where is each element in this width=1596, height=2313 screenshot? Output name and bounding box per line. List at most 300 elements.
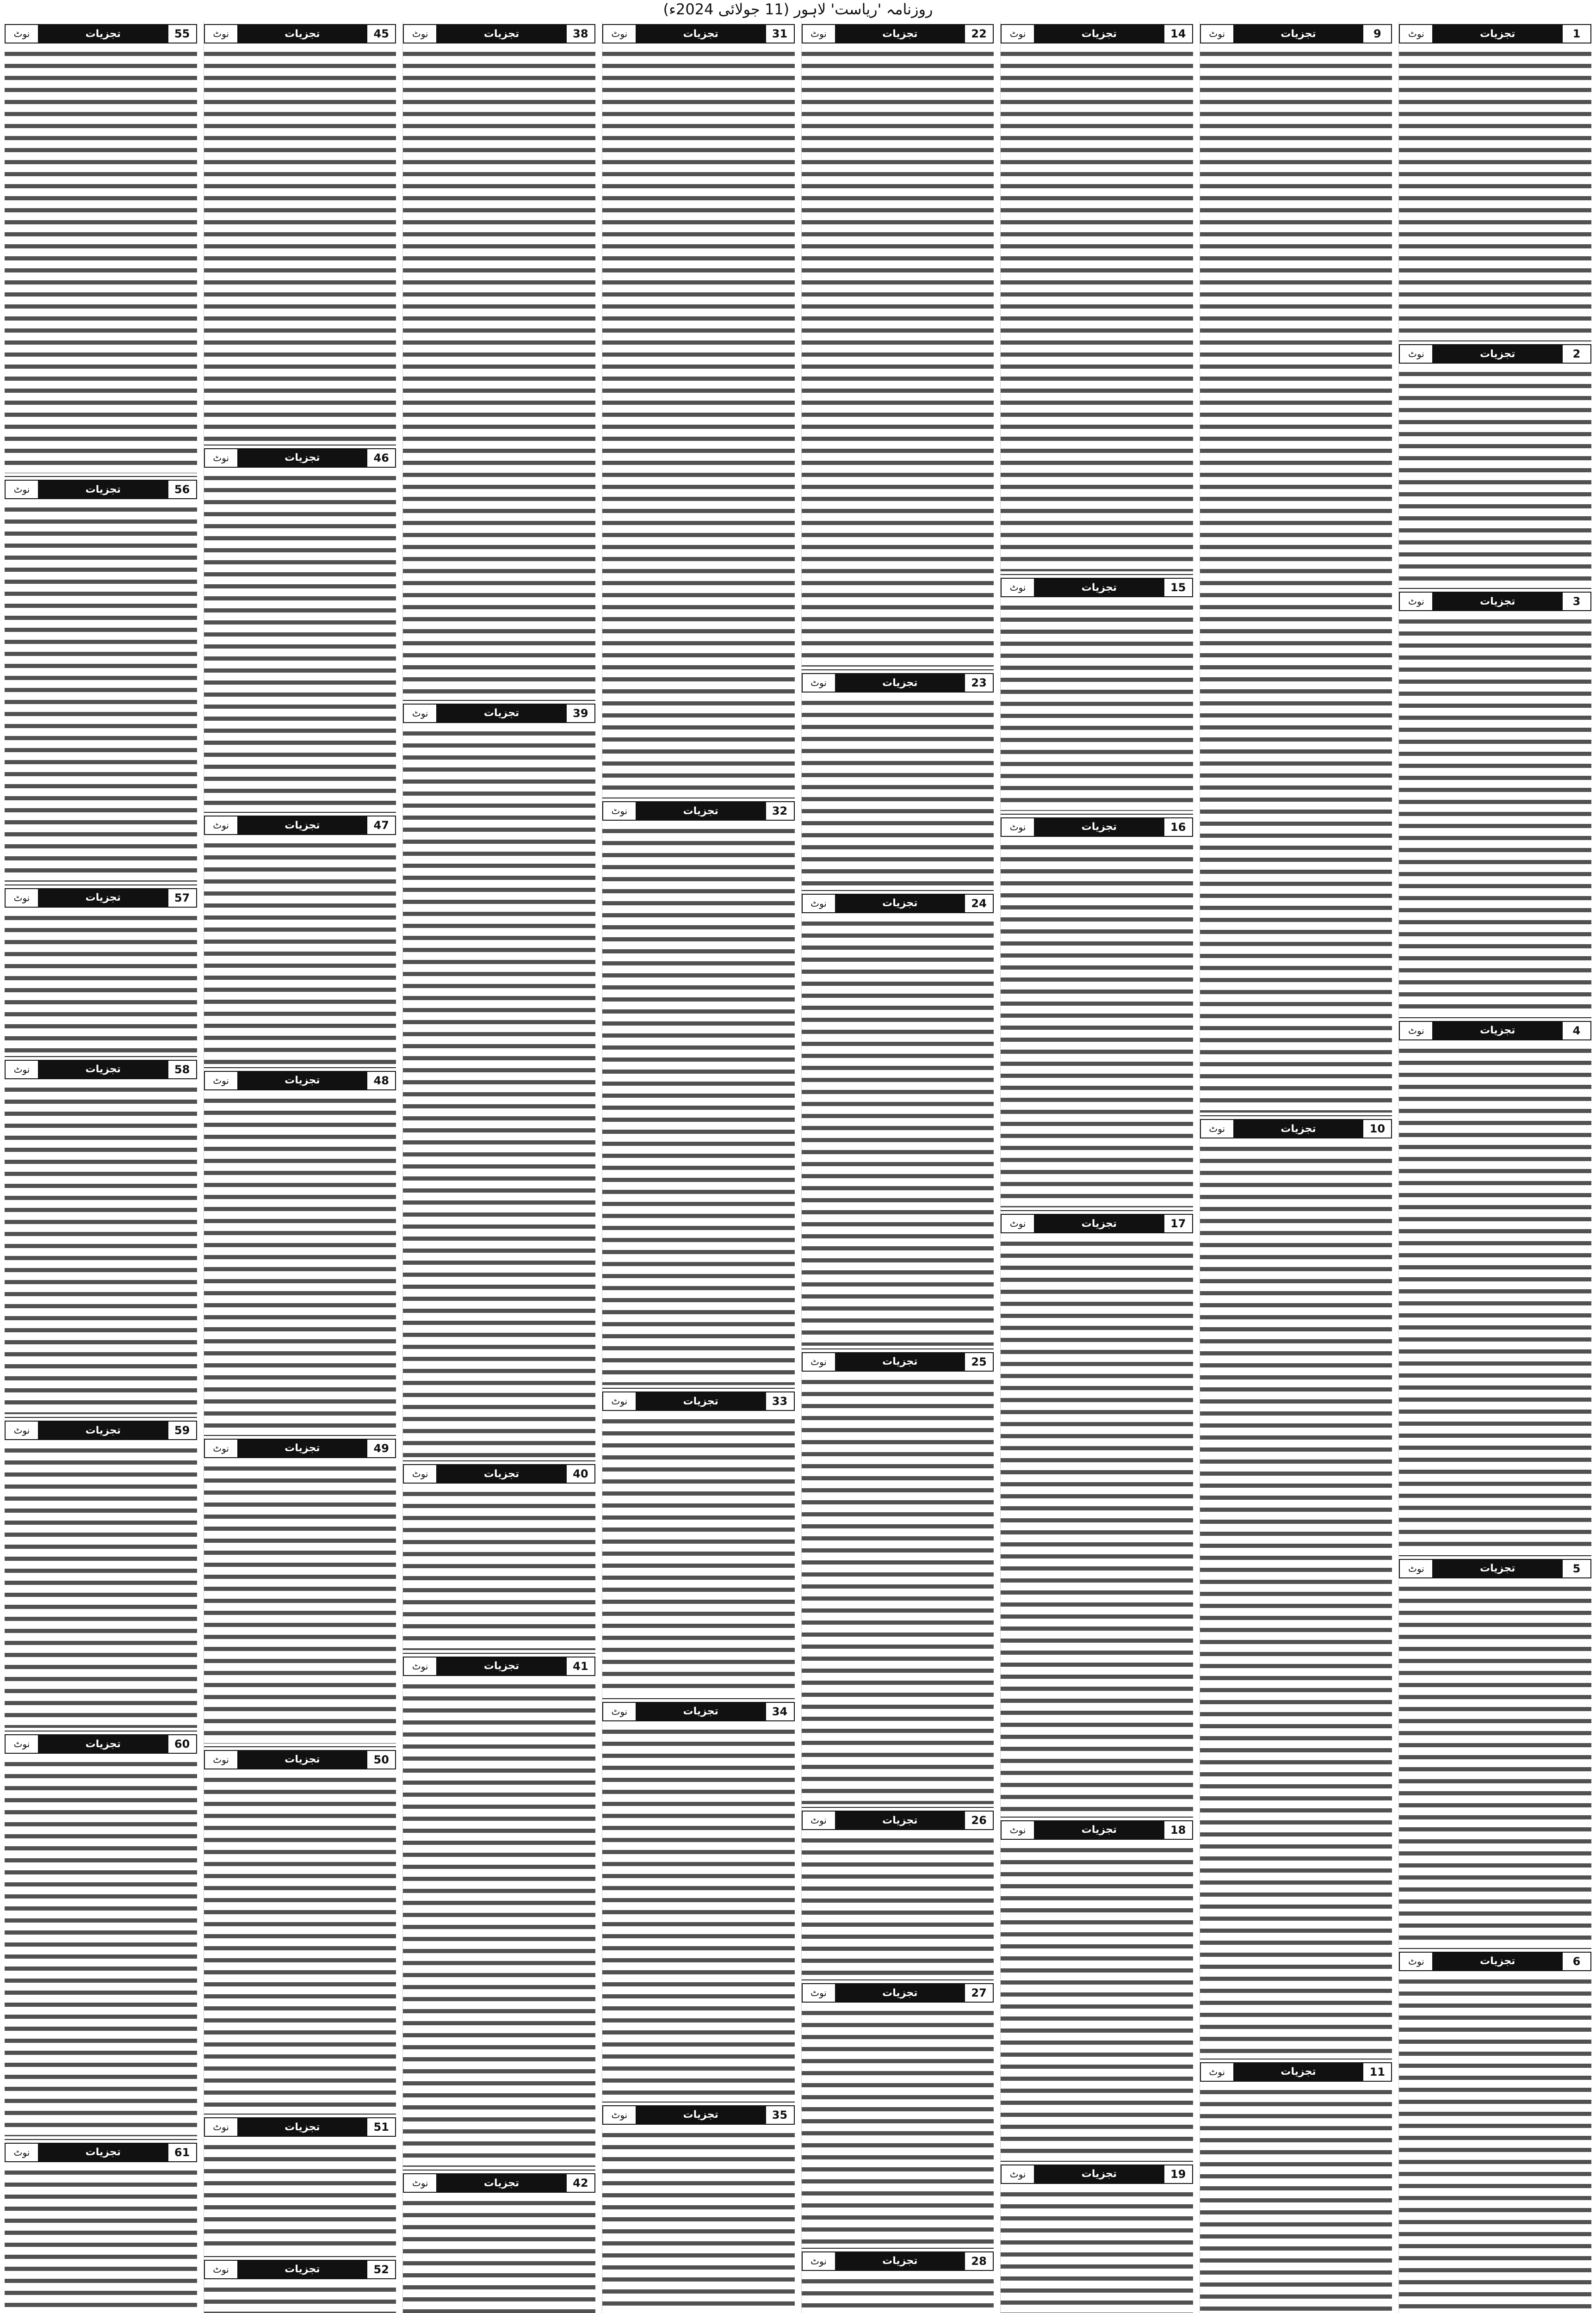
news-item (1001, 815, 1193, 1211)
newspaper-page (5, 21, 1591, 2313)
column-1 (1398, 21, 1591, 2313)
item-number: 15 (1163, 579, 1192, 596)
item-source: نوٹ (205, 1440, 238, 1457)
news-item (204, 1747, 396, 2115)
item-header (403, 704, 595, 723)
column-3 (1000, 21, 1193, 2313)
news-item (802, 1349, 994, 1808)
item-number: 22 (964, 25, 993, 43)
item-header (1399, 24, 1591, 43)
item-source: نوٹ (1400, 345, 1433, 363)
text-lines (1399, 1582, 1591, 1945)
news-item (204, 445, 396, 813)
item-number: 31 (765, 25, 794, 43)
text-lines (5, 503, 197, 882)
item-body-text (1399, 615, 1591, 1014)
item-number: 45 (366, 25, 395, 43)
item-body-text (802, 1834, 994, 1977)
item-label: تجزیات (238, 449, 367, 467)
news-item (403, 21, 595, 701)
news-item (403, 1654, 595, 2171)
news-item (802, 891, 994, 1349)
item-header (5, 1734, 197, 1754)
item-label: تجزیات (238, 816, 367, 834)
item-number: 17 (1163, 1215, 1192, 1232)
item-label: تجزیات (1433, 25, 1562, 43)
news-item (1399, 1949, 1591, 2313)
item-body-text (1200, 2085, 1392, 2313)
item-body-text (1399, 1975, 1591, 2313)
news-item (1200, 21, 1392, 1116)
news-item (204, 21, 396, 445)
text-lines (1200, 1142, 1392, 2055)
item-source: نوٹ (404, 2174, 437, 2192)
item-label: تجزیات (836, 1812, 965, 1829)
item-body-text (1001, 47, 1193, 571)
item-header (802, 894, 994, 913)
item-body-text (5, 2166, 197, 2313)
item-number: 34 (765, 1703, 794, 1720)
item-number: 56 (167, 481, 196, 498)
item-body-text (204, 2283, 396, 2313)
text-lines (802, 1375, 994, 1804)
text-lines (204, 2140, 396, 2253)
item-label: تجزیات (1234, 25, 1363, 43)
item-number: 27 (964, 1984, 993, 2002)
item-number: 32 (765, 802, 794, 820)
text-lines (802, 2275, 994, 2313)
text-lines (204, 1773, 396, 2111)
item-number: 19 (1163, 2165, 1192, 2183)
column-4 (801, 21, 994, 2313)
item-header (403, 24, 595, 43)
item-source: نوٹ (1400, 593, 1433, 610)
item-number: 50 (366, 1751, 395, 1769)
item-source: نوٹ (603, 1392, 637, 1410)
item-header (1001, 817, 1193, 837)
news-item (602, 1699, 795, 2103)
item-source: نوٹ (803, 2252, 836, 2270)
text-lines (802, 47, 994, 667)
item-body-text (5, 911, 197, 1053)
item-header (602, 801, 795, 821)
item-body-text (1200, 47, 1392, 1113)
item-label: تجزیات (238, 1440, 367, 1457)
item-number: 23 (964, 674, 993, 692)
news-item (802, 1980, 994, 2248)
news-item (602, 21, 795, 798)
news-item (1399, 589, 1591, 1018)
news-item (5, 477, 197, 885)
item-header (204, 1750, 396, 1769)
text-lines (602, 2128, 795, 2313)
item-number: 49 (366, 1440, 395, 1457)
item-label: تجزیات (437, 1465, 566, 1483)
item-label: تجزیات (1234, 2063, 1363, 2081)
item-source: نوٹ (603, 2106, 637, 2124)
item-label: تجزیات (637, 25, 765, 43)
text-lines (403, 1680, 595, 2167)
item-source: نوٹ (1002, 1215, 1035, 1232)
news-item (204, 2257, 396, 2313)
item-label: تجزیات (39, 1061, 167, 1078)
item-number: 10 (1362, 1120, 1391, 1138)
text-lines (1001, 47, 1193, 571)
news-item (5, 885, 197, 1057)
item-label: تجزیات (836, 674, 965, 692)
text-lines (5, 1444, 197, 1728)
item-label: تجزیات (238, 1751, 367, 1769)
item-body-text (602, 1415, 795, 1695)
item-header (802, 1811, 994, 1830)
item-body-text (204, 471, 396, 810)
news-item (1399, 1018, 1591, 1556)
item-source: نوٹ (1201, 2063, 1234, 2081)
item-number: 58 (167, 1061, 196, 1078)
item-header (802, 1983, 994, 2003)
item-body-text (602, 1725, 795, 2099)
news-item (204, 813, 396, 1068)
news-item (602, 798, 795, 1389)
text-lines (5, 1757, 197, 2136)
item-header (1399, 1021, 1591, 1040)
item-label: تجزیات (1035, 579, 1163, 596)
text-lines (802, 917, 994, 1346)
item-source: نوٹ (803, 674, 836, 692)
item-label: تجزیات (1035, 818, 1163, 836)
item-header (1001, 24, 1193, 43)
news-item (204, 1068, 396, 1436)
item-header (802, 2251, 994, 2271)
item-label: تجزیات (39, 25, 167, 43)
item-number: 55 (167, 25, 196, 43)
text-lines (602, 47, 795, 795)
item-body-text (1001, 841, 1193, 1207)
item-label: تجزیات (238, 2118, 367, 2136)
item-number: 18 (1163, 1821, 1192, 1839)
item-label: تجزیات (39, 889, 167, 907)
item-body-text (403, 2196, 595, 2313)
item-source: نوٹ (205, 816, 238, 834)
item-body-text (1399, 47, 1591, 338)
news-item (1200, 1116, 1392, 2059)
item-source: نوٹ (404, 1657, 437, 1675)
text-lines (1200, 47, 1392, 1113)
news-item (802, 1808, 994, 1980)
text-lines (204, 1462, 396, 1744)
item-number: 16 (1163, 818, 1192, 836)
item-source: نوٹ (205, 1751, 238, 1769)
text-lines (403, 47, 595, 697)
masthead: روزنامہ 'ریاست' لاہور (11 جولائی 2024ء) (663, 0, 933, 18)
item-number: 24 (964, 895, 993, 912)
item-header (602, 24, 795, 43)
item-source: نوٹ (1201, 25, 1234, 43)
item-header (204, 1439, 396, 1458)
item-label: تجزیات (1035, 2165, 1163, 2183)
item-number: 52 (366, 2261, 395, 2278)
item-number: 11 (1362, 2063, 1391, 2081)
news-item (802, 670, 994, 891)
item-label: تجزیات (1433, 1953, 1562, 1970)
news-item (5, 1732, 197, 2140)
item-header (204, 2117, 396, 2137)
item-header (204, 2260, 396, 2279)
item-header (1399, 592, 1591, 611)
item-source: نوٹ (603, 802, 637, 820)
item-number: 9 (1362, 25, 1391, 43)
item-label: تجزیات (238, 25, 367, 43)
text-lines (204, 2283, 396, 2313)
text-lines (802, 1834, 994, 1977)
news-item (5, 2140, 197, 2313)
news-item (403, 1461, 595, 1653)
item-number: 47 (366, 816, 395, 834)
text-lines (204, 471, 396, 810)
text-lines (1399, 367, 1591, 585)
item-header (5, 2143, 197, 2162)
item-source: نوٹ (603, 25, 637, 43)
item-number: 25 (964, 1353, 993, 1371)
item-header (5, 480, 197, 499)
item-label: تجزیات (1035, 1215, 1163, 1232)
item-body-text (5, 503, 197, 882)
item-number: 3 (1562, 593, 1590, 610)
news-item (204, 1436, 396, 1747)
item-body-text (5, 1083, 197, 1414)
item-body-text (1399, 367, 1591, 585)
item-number: 26 (964, 1812, 993, 1829)
item-source: نوٹ (1002, 579, 1035, 596)
item-body-text (1399, 1582, 1591, 1945)
item-source: نوٹ (1400, 1022, 1433, 1039)
item-source: نوٹ (1002, 2165, 1035, 2183)
item-source: نوٹ (6, 1735, 39, 1753)
item-source: نوٹ (803, 1353, 836, 1371)
item-header (204, 448, 396, 468)
item-label: تجزیات (39, 1735, 167, 1753)
item-body-text (5, 47, 197, 473)
item-body-text (204, 1094, 396, 1432)
text-lines (5, 911, 197, 1053)
news-item (1001, 1211, 1193, 1818)
item-label: تجزیات (437, 705, 566, 722)
item-label: تجزیات (1035, 25, 1163, 43)
item-source: نوٹ (803, 1812, 836, 1829)
item-source: نوٹ (205, 449, 238, 467)
item-header (403, 1464, 595, 1484)
item-label: تجزیات (1433, 593, 1562, 610)
item-body-text (1001, 1237, 1193, 1814)
item-source: نوٹ (1201, 1120, 1234, 1138)
item-label: تجزیات (238, 2261, 367, 2278)
item-header (1200, 1119, 1392, 1138)
column-5 (602, 21, 795, 2313)
item-number: 60 (167, 1735, 196, 1753)
item-header (1001, 578, 1193, 597)
item-label: تجزیات (39, 2144, 167, 2161)
item-label: تجزیات (637, 802, 765, 820)
item-label: تجزیات (1234, 1120, 1363, 1138)
item-number: 6 (1562, 1953, 1590, 1970)
item-number: 38 (566, 25, 594, 43)
item-source: نوٹ (1400, 1953, 1433, 1970)
item-source: نوٹ (6, 1422, 39, 1439)
item-source: نوٹ (1002, 25, 1035, 43)
text-lines (602, 1725, 795, 2099)
item-source: نوٹ (803, 895, 836, 912)
item-body-text (802, 696, 994, 887)
item-header (204, 816, 396, 835)
item-body-text (1200, 1142, 1392, 2055)
text-lines (1001, 1843, 1193, 2158)
item-source: نوٹ (404, 25, 437, 43)
news-item (204, 2115, 396, 2257)
item-header (5, 888, 197, 908)
news-item (602, 2103, 795, 2313)
item-number: 2 (1562, 345, 1590, 363)
item-body-text (602, 2128, 795, 2313)
item-body-text (204, 1462, 396, 1744)
item-number: 59 (167, 1422, 196, 1439)
text-lines (1200, 2085, 1392, 2313)
item-label: تجزیات (637, 2106, 765, 2124)
item-body-text (204, 839, 396, 1064)
item-header (204, 24, 396, 43)
item-number: 28 (964, 2252, 993, 2270)
item-label: تجزیات (637, 1392, 765, 1410)
item-body-text (1001, 601, 1193, 810)
news-item (5, 1418, 197, 1732)
item-number: 5 (1562, 1560, 1590, 1577)
item-number: 14 (1163, 25, 1192, 43)
item-label: تجزیات (1433, 1560, 1562, 1577)
item-source: نوٹ (205, 2118, 238, 2136)
item-header (1001, 1214, 1193, 1233)
item-source: نوٹ (1400, 25, 1433, 43)
item-header (1200, 24, 1392, 43)
item-header (5, 1421, 197, 1440)
item-number: 42 (566, 2174, 594, 2192)
item-label: تجزیات (836, 2252, 965, 2270)
item-header (802, 673, 994, 693)
column-2 (1200, 21, 1392, 2313)
news-item (602, 1389, 795, 1699)
text-lines (204, 47, 396, 442)
column-8 (5, 21, 197, 2313)
item-source: نوٹ (1400, 1560, 1433, 1577)
news-item (5, 1057, 197, 1418)
item-source: نوٹ (6, 889, 39, 907)
item-header (602, 1702, 795, 1721)
item-body-text (204, 2140, 396, 2253)
item-header (5, 24, 197, 43)
item-source: نوٹ (205, 2261, 238, 2278)
item-body-text (802, 1375, 994, 1804)
item-number: 57 (167, 889, 196, 907)
item-label: تجزیات (238, 1072, 367, 1089)
text-lines (802, 696, 994, 887)
item-body-text (1399, 1044, 1591, 1552)
item-source: نوٹ (404, 705, 437, 722)
item-body-text (602, 824, 795, 1385)
item-header (602, 1392, 795, 1411)
news-item (1001, 2162, 1193, 2313)
item-label: تجزیات (437, 25, 566, 43)
news-item (1399, 21, 1591, 341)
item-source: نوٹ (1002, 1821, 1035, 1839)
text-lines (204, 1094, 396, 1432)
text-lines (1001, 2188, 1193, 2313)
news-item (1399, 341, 1591, 589)
item-label: تجزیات (1433, 1022, 1562, 1039)
item-body-text (602, 47, 795, 795)
item-header (1399, 1559, 1591, 1578)
text-lines (1001, 601, 1193, 810)
item-body-text (802, 917, 994, 1346)
item-body-text (403, 1487, 595, 1650)
item-number: 39 (566, 705, 594, 722)
text-lines (1399, 47, 1591, 338)
news-item (802, 21, 994, 670)
item-number: 4 (1562, 1022, 1590, 1039)
item-label: تجزیات (836, 895, 965, 912)
news-item (403, 2171, 595, 2313)
text-lines (5, 2166, 197, 2313)
text-lines (1399, 615, 1591, 1014)
column-7 (204, 21, 396, 2313)
text-lines (5, 1083, 197, 1414)
item-number: 51 (366, 2118, 395, 2136)
item-header (802, 24, 994, 43)
item-source: نوٹ (6, 25, 39, 43)
item-label: تجزیات (836, 25, 965, 43)
text-lines (802, 2006, 994, 2245)
item-label: تجزیات (836, 1353, 965, 1371)
item-number: 35 (765, 2106, 794, 2124)
item-body-text (204, 1773, 396, 2111)
item-label: تجزیات (39, 1422, 167, 1439)
item-number: 48 (366, 1072, 395, 1089)
item-header (1001, 1820, 1193, 1840)
item-label: تجزیات (1035, 1821, 1163, 1839)
item-source: نوٹ (6, 2144, 39, 2161)
item-source: نوٹ (603, 1703, 637, 1720)
item-header (5, 1060, 197, 1079)
text-lines (602, 1415, 795, 1695)
item-header (1001, 2165, 1193, 2184)
text-lines (1399, 1044, 1591, 1552)
news-item (403, 701, 595, 1461)
item-source: نوٹ (404, 1465, 437, 1483)
item-header (1200, 2062, 1392, 2082)
item-body-text (802, 2006, 994, 2245)
item-label: تجزیات (437, 2174, 566, 2192)
text-lines (403, 2196, 595, 2313)
text-lines (1399, 1975, 1591, 2313)
item-label: تجزیات (637, 1703, 765, 1720)
item-number: 46 (366, 449, 395, 467)
item-source: نوٹ (6, 481, 39, 498)
item-body-text (802, 2275, 994, 2313)
news-item (1001, 1818, 1193, 2162)
news-item (1200, 2059, 1392, 2313)
text-lines (403, 727, 595, 1458)
item-body-text (5, 1757, 197, 2136)
item-label: تجزیات (39, 481, 167, 498)
item-header (802, 1352, 994, 1372)
news-item (5, 21, 197, 477)
